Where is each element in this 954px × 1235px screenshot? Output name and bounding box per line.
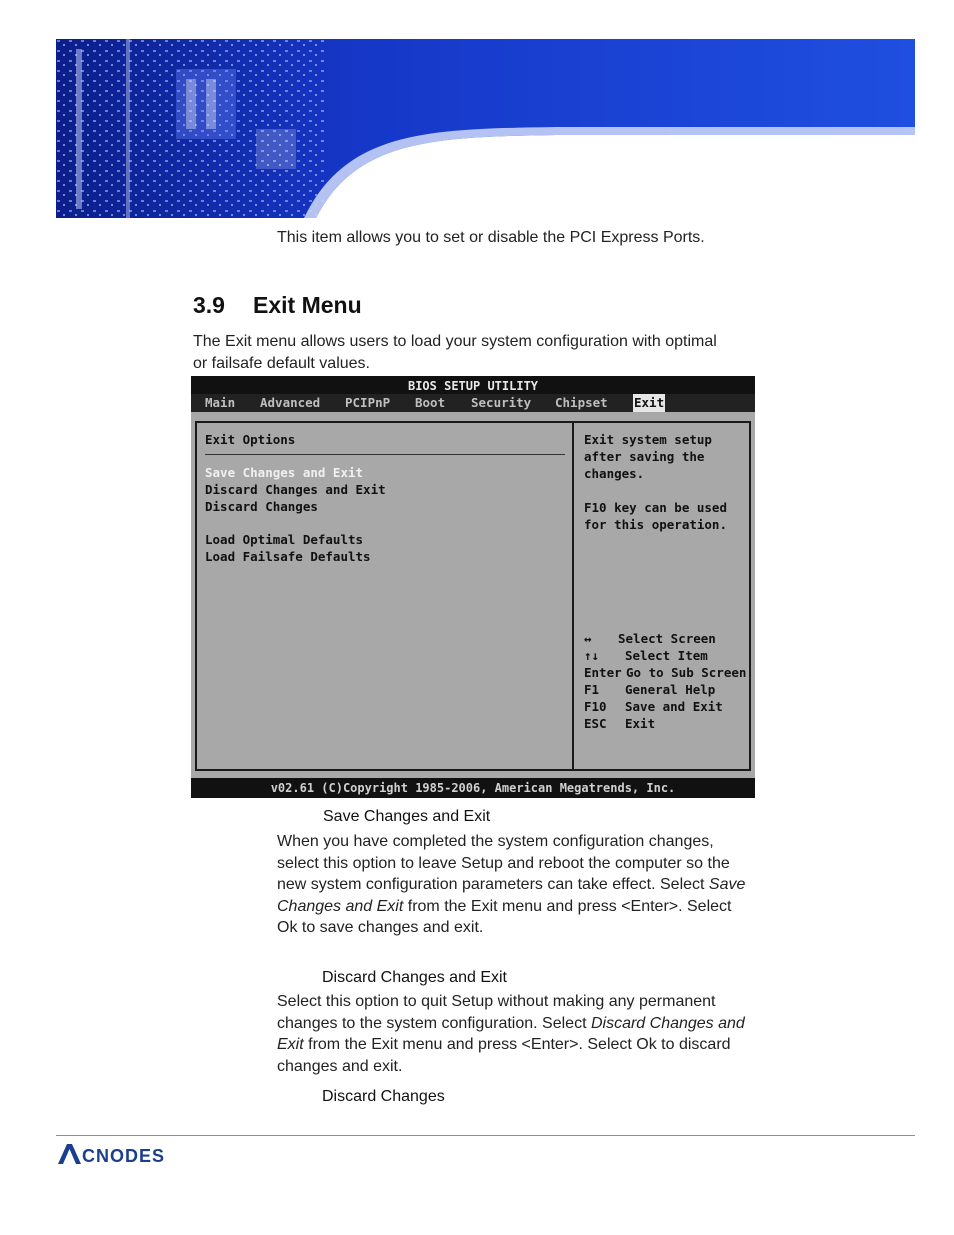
bios-copyright: v02.61 (C)Copyright 1985-2006, American Megatrends, Inc. [191,778,755,798]
bios-title: BIOS SETUP UTILITY [191,376,755,394]
key-description: Exit [625,716,656,731]
header-banner [56,39,915,218]
key-description: General Help [625,682,716,697]
exit-options-rule [205,454,565,455]
acnodes-logo-image [56,1140,216,1170]
bios-menu-security[interactable]: Security [471,395,532,410]
footer-rule [56,1135,915,1136]
key-description: Select Screen [618,631,716,646]
option-save-changes-and-exit[interactable]: Save Changes and Exit [205,465,364,480]
item-body-text: Select this option to quit Setup without making any permanent changes to the system configuration. Select [277,993,716,1032]
exit-options-heading: Exit Options [205,432,296,447]
circuit-board-banner-image [56,39,915,218]
bios-menu-chipset[interactable]: Chipset [555,395,608,410]
option-load-optimal-defaults[interactable]: Load Optimal Defaults [205,532,364,547]
bios-screen [191,376,755,798]
bios-menu-advanced[interactable]: Advanced [260,395,321,410]
item-body-text: from the Exit menu and press <Enter>. Select Ok to discard changes and exit. [277,1036,731,1075]
key-label: F1 [584,682,600,697]
key-label: ↔ [584,631,592,646]
bios-menu-boot[interactable]: Boot [415,395,446,410]
acnodes-logo [56,1140,216,1175]
section-description: The Exit menu allows users to load your system configuration with optimal or failsafe default values. [193,333,717,372]
item-body-save-changes-and-exit [277,831,747,939]
key-description: Select Item [625,648,708,663]
item-heading-save-changes-and-exit: Save Changes and Exit [323,808,491,825]
key-label: F10 [584,699,607,714]
item-heading-discard-changes: Discard Changes [322,1088,445,1105]
item-body-text: from the Exit menu and press <Enter>. Select Ok to save changes and exit. [277,897,732,936]
item-body-italic: Save Changes and Exit [277,876,746,915]
bios-menu-pcipnp[interactable]: PCIPnP [345,395,391,410]
item-body-italic: Discard Changes and Exit [277,1014,745,1053]
help-text: Exit system setup after saving the changes. F10 key can be used for this operation. [584,432,727,532]
bios-menu-exit[interactable]: Exit [634,395,665,410]
bios-menu-main[interactable]: Main [205,395,236,410]
section-title [193,292,362,319]
key-label: ESC [584,716,607,731]
key-label: Enter [584,665,622,680]
option-load-failsafe-defaults[interactable]: Load Failsafe Defaults [205,549,371,564]
bios-menubar [191,394,755,412]
option-discard-changes[interactable]: Discard Changes [205,499,318,514]
section-number: 3.9 [193,292,225,318]
intro-text: This item allows you to set or disable the PCI Express Ports. [277,229,705,246]
svg-text:CNODES: CNODES [82,1146,166,1166]
bios-panel-divider [572,421,574,771]
key-label: ↑↓ [584,648,600,663]
item-body-text: When you have completed the system configuration changes, select this option to leave Setup and reboot the computer so the new system configuration parameters can take effect. Select [277,833,730,893]
key-description: Save and Exit [625,699,723,714]
option-discard-changes-and-exit[interactable]: Discard Changes and Exit [205,482,386,497]
section-title-text: Exit Menu [253,292,362,318]
key-description: Go to Sub Screen [626,665,747,680]
item-body-discard-changes-and-exit [277,991,747,1077]
item-heading-discard-changes-and-exit: Discard Changes and Exit [322,969,507,986]
